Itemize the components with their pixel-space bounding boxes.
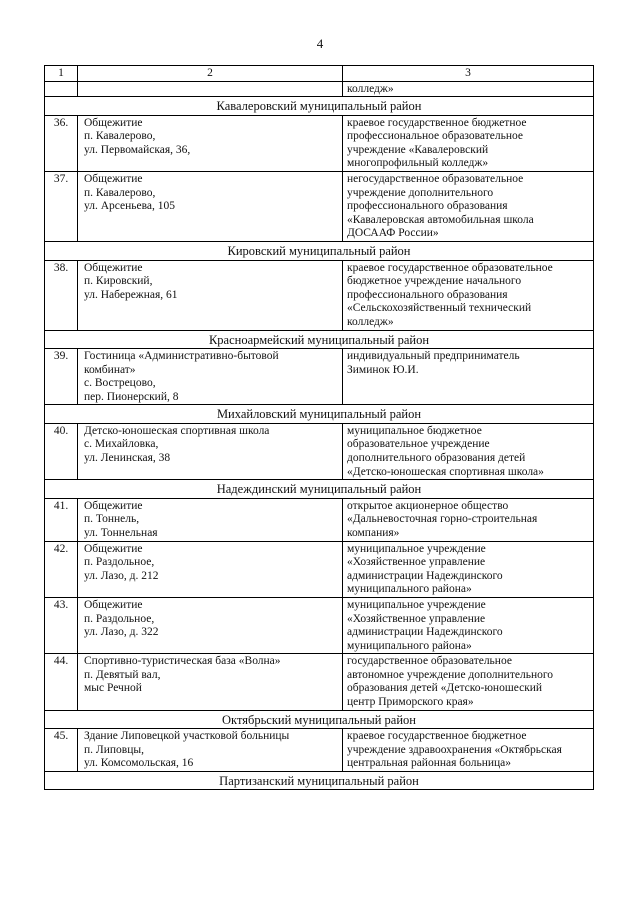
- owner-line: муниципального района»: [347, 639, 472, 652]
- owner-line: муниципального района»: [347, 583, 472, 596]
- owner-line: муниципальное бюджетное: [347, 424, 482, 437]
- owner-cell: [343, 729, 594, 772]
- owner-cell: [343, 115, 594, 171]
- district-name: Михайловский муниципальный район: [45, 405, 594, 424]
- row-number: 37.: [45, 172, 78, 242]
- owner-line: учреждение «Кавалеровский: [347, 143, 489, 156]
- row-number: 36.: [45, 115, 78, 171]
- continuation-object-cell: [78, 81, 343, 97]
- object-line: комбинат»: [84, 363, 136, 376]
- table-header-row: [45, 66, 594, 82]
- page-number: 4: [316, 36, 324, 51]
- owner-line: «Кавалеровская автомобильная школа: [347, 213, 534, 226]
- object-cell: [78, 597, 343, 653]
- object-line: п. Тоннель,: [84, 513, 140, 526]
- object-line: Гостиница «Административно-бытовой: [84, 350, 279, 362]
- row-number: 43.: [45, 597, 78, 653]
- object-line: ул. Комсомольская, 16: [84, 757, 194, 770]
- owner-line: администрации Надеждинского: [347, 569, 503, 582]
- object-line: п. Раздольное,: [84, 612, 155, 625]
- continuation-row: [45, 81, 594, 97]
- object-line: с. Михайловка,: [84, 438, 159, 451]
- owner-line: администрации Надеждинского: [347, 626, 503, 639]
- object-line: Детско-юношеская спортивная школа: [84, 424, 270, 437]
- facilities-table: [44, 65, 594, 790]
- object-line: ул. Ленинская, 38: [84, 452, 171, 465]
- object-line: Спортивно-туристическая база «Волна»: [84, 655, 281, 668]
- owner-line: образовательное учреждение: [347, 438, 490, 451]
- object-cell: [78, 423, 343, 479]
- owner-line: профессиональное образовательное: [347, 130, 524, 143]
- owner-line: компания»: [347, 526, 400, 539]
- object-line: ул. Первомайская, 36,: [84, 143, 191, 156]
- owner-line: колледж»: [347, 82, 394, 95]
- object-line: Общежитие: [84, 542, 143, 555]
- owner-cell: [343, 260, 594, 330]
- row-number: 45.: [45, 729, 78, 772]
- object-line: п. Кировский,: [84, 275, 153, 288]
- object-line: ул. Набережная, 61: [84, 288, 178, 301]
- object-line: Общежитие: [84, 499, 143, 512]
- owner-line: профессионального образования: [347, 200, 508, 213]
- row-number: 44.: [45, 654, 78, 710]
- table-row: [45, 498, 594, 541]
- owner-line: краевое государственное бюджетное: [347, 116, 527, 129]
- object-line: ул. Арсеньева, 105: [84, 200, 176, 213]
- district-name: Красноармейский муниципальный район: [45, 330, 594, 349]
- owner-line: муниципальное учреждение: [347, 542, 486, 555]
- table-row: [45, 423, 594, 479]
- object-cell: [78, 729, 343, 772]
- object-cell: [78, 541, 343, 597]
- object-cell: [78, 260, 343, 330]
- object-cell: [78, 654, 343, 710]
- owner-line: «Дальневосточная горно-строительная: [347, 513, 538, 526]
- owner-line: краевое государственное бюджетное: [347, 730, 527, 743]
- owner-cell: [343, 654, 594, 710]
- district-row: [45, 330, 594, 349]
- owner-line: центр Приморского края»: [347, 696, 474, 709]
- district-row: [45, 405, 594, 424]
- object-line: п. Липовцы,: [84, 743, 144, 756]
- owner-line: центральная районная больница»: [347, 757, 512, 770]
- row-number: 40.: [45, 423, 78, 479]
- owner-cell: [343, 541, 594, 597]
- owner-line: ДОСААФ России»: [347, 227, 439, 240]
- row-number: 38.: [45, 260, 78, 330]
- owner-line: учреждение здравоохранения «Октябрьская: [347, 743, 562, 756]
- district-row: [45, 710, 594, 729]
- object-line: мыс Речной: [84, 682, 142, 695]
- table-row: [45, 260, 594, 330]
- owner-line: «Хозяйственное управление: [347, 556, 486, 569]
- object-line: с. Вострецово,: [84, 377, 156, 390]
- object-line: Общежитие: [84, 261, 143, 274]
- owner-line: дополнительного образования детей: [347, 452, 526, 465]
- district-row: [45, 97, 594, 116]
- owner-line: колледж»: [347, 315, 394, 328]
- table-row: [45, 349, 594, 405]
- district-name: Надеждинский муниципальный район: [45, 480, 594, 499]
- object-line: п. Кавалерово,: [84, 130, 156, 143]
- header-col-1: 1: [45, 66, 78, 82]
- district-name: Кировский муниципальный район: [45, 242, 594, 261]
- object-line: п. Девятый вал,: [84, 668, 161, 681]
- object-cell: [78, 172, 343, 242]
- district-row: [45, 242, 594, 261]
- district-row: [45, 480, 594, 499]
- object-line: п. Раздольное,: [84, 556, 155, 569]
- owner-line: Зиминок Ю.И.: [347, 363, 419, 376]
- owner-line: учреждение дополнительного: [347, 186, 494, 199]
- object-line: пер. Пионерский, 8: [84, 390, 179, 403]
- table-row: [45, 172, 594, 242]
- object-cell: [78, 498, 343, 541]
- header-col-2: 2: [78, 66, 343, 82]
- owner-line: государственное образовательное: [347, 655, 512, 668]
- owner-line: автономное учреждение дополнительного: [347, 668, 554, 681]
- owner-cell: [343, 498, 594, 541]
- district-name: Партизанский муниципальный район: [45, 771, 594, 790]
- object-line: ул. Тоннельная: [84, 526, 158, 539]
- object-line: Общежитие: [84, 173, 143, 186]
- owner-line: открытое акционерное общество: [347, 499, 509, 512]
- owner-cell: [343, 172, 594, 242]
- owner-line: многопрофильный колледж»: [347, 157, 489, 170]
- object-line: Здание Липовецкой участковой больницы: [84, 730, 290, 743]
- owner-line: «Детско-юношеская спортивная школа»: [347, 465, 544, 478]
- table-row: [45, 597, 594, 653]
- object-line: ул. Лазо, д. 212: [84, 569, 159, 582]
- object-line: п. Кавалерово,: [84, 186, 156, 199]
- owner-line: индивидуальный предприниматель: [347, 350, 520, 362]
- row-number: 39.: [45, 349, 78, 405]
- object-cell: [78, 115, 343, 171]
- continuation-num-cell: [45, 81, 78, 97]
- owner-line: негосударственное образовательное: [347, 173, 524, 186]
- object-line: ул. Лазо, д. 322: [84, 626, 159, 639]
- owner-cell: [343, 349, 594, 405]
- object-cell: [78, 349, 343, 405]
- object-line: Общежитие: [84, 598, 143, 611]
- owner-line: образования детей «Детско-юношеский: [347, 682, 543, 695]
- owner-line: муниципальное учреждение: [347, 598, 486, 611]
- owner-cell: [343, 423, 594, 479]
- district-row: [45, 771, 594, 790]
- owner-line: бюджетное учреждение начального: [347, 275, 522, 288]
- table-row: [45, 654, 594, 710]
- owner-line: профессионального образования: [347, 288, 508, 301]
- district-name: Октябрьский муниципальный район: [45, 710, 594, 729]
- owner-line: «Хозяйственное управление: [347, 612, 486, 625]
- district-name: Кавалеровский муниципальный район: [45, 97, 594, 116]
- table-row: [45, 729, 594, 772]
- row-number: 41.: [45, 498, 78, 541]
- row-number: 42.: [45, 541, 78, 597]
- owner-line: краевое государственное образовательное: [347, 261, 553, 274]
- table-row: [45, 115, 594, 171]
- owner-cell: [343, 597, 594, 653]
- table-row: [45, 541, 594, 597]
- header-col-3: 3: [343, 66, 594, 82]
- owner-line: «Сельскохозяйственный технический: [347, 302, 532, 315]
- continuation-owner-cell: [343, 81, 594, 97]
- object-line: Общежитие: [84, 116, 143, 129]
